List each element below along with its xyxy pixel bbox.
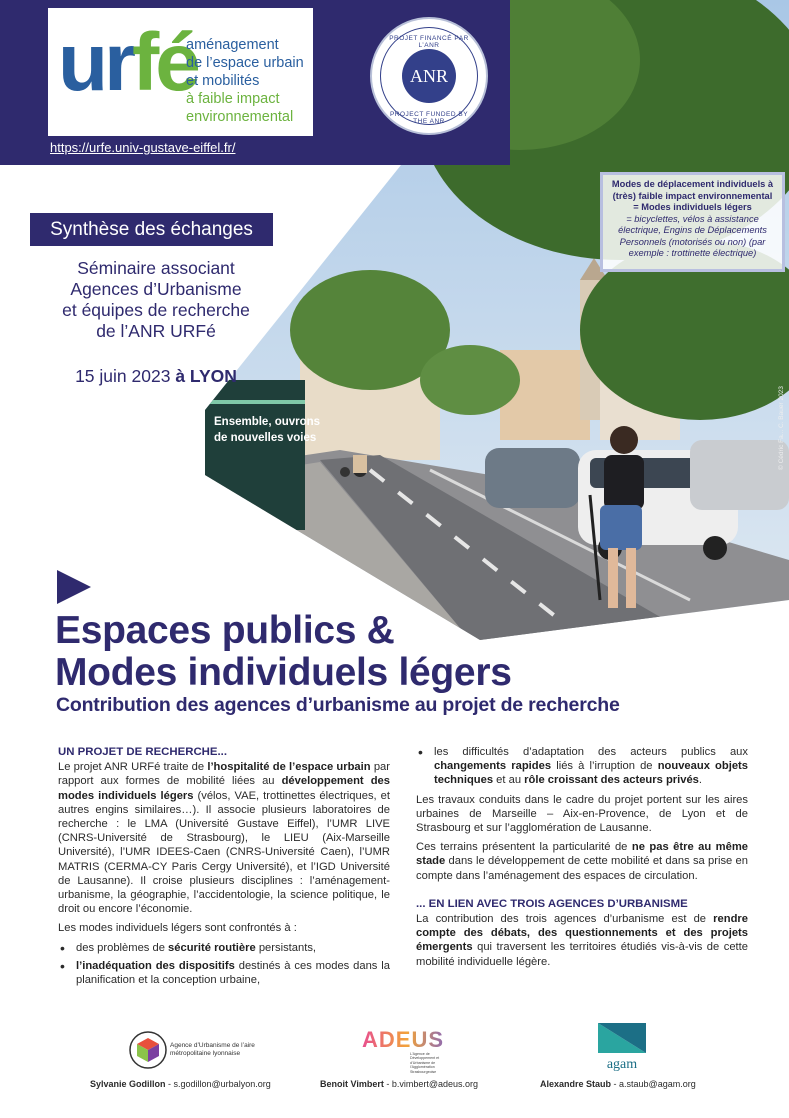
definition-callout	[600, 172, 785, 272]
title-line: Espaces publics &	[55, 609, 395, 652]
contact-email[interactable]: - b.vimbert@adeus.org	[383, 1079, 479, 1089]
seminar-date	[40, 366, 272, 387]
project-url-link[interactable]: https://urfe.univ-gustave-eiffel.fr/	[50, 140, 236, 155]
callout-italic-text: = bicyclettes, vélos à assistance électrique, Engins de Déplacements Personnels (motorisés ou non) (par exemple : trottinette électrique)	[618, 213, 767, 258]
left-column	[58, 745, 390, 991]
contact-godillon: Sylvanie Godillon - s.godillon@urbalyon.org	[90, 1079, 271, 1089]
urbalyon-logo-text: Agence d’Urbanisme de l’aire métropolitaine lyonnaise	[170, 1042, 255, 1057]
tagline-line: environnemental	[186, 109, 294, 125]
list-item: • l’inadéquation des dispositifs destinés à ces modes dans la planification et la conception urbaine,	[58, 959, 390, 987]
logo-fe: fé	[132, 17, 197, 108]
paragraph: Les modes individuels légers sont confrontés à :	[58, 922, 297, 935]
section-heading-project: UN PROJET DE RECHERCHE...	[58, 746, 227, 758]
seminar-description	[40, 258, 272, 342]
title-triangle-icon	[57, 570, 91, 604]
agam-logo-word: agam	[606, 1057, 638, 1072]
paragraph: Ces terrains présentent la particularité de ne pas être au même stade dans le développement de cette mobilité et dans sa prise en compte dans l’aménagement des espaces de circulation.	[416, 841, 749, 882]
anr-logo: ANR	[402, 49, 456, 103]
sign-line-1: Ensemble, ouvrons	[214, 416, 321, 428]
tagline-line: à faible impact	[186, 91, 280, 107]
urbalyon-logo	[128, 1028, 278, 1072]
section-heading-agencies: ... EN LIEN AVEC TROIS AGENCES D’URBANISME	[416, 897, 688, 910]
list-item: • des problèmes de sécurité routière persistants,	[58, 941, 390, 955]
date-text: 15 juin 2023	[75, 366, 176, 386]
agam-mark-icon	[598, 1023, 646, 1053]
right-column	[416, 745, 748, 974]
urbalyon-cube-icon	[128, 1030, 168, 1070]
title-line: Modes individuels légers	[55, 651, 512, 694]
logo-ur: ur	[58, 17, 132, 108]
anr-seal-bottom-text: PROJECT FUNDED BY THE ANR	[389, 111, 469, 125]
adeus-logo-word: ADEUS	[362, 1028, 452, 1052]
paragraph: Les travaux conduits dans le cadre du projet portent sur les aires urbaines de Marseille – Aix-en-Provence, de Lyon et de Strasbourg et sur l’agglomération de Lausanne.	[416, 793, 748, 835]
contact-vimbert: Benoit Vimbert - b.vimbert@adeus.org	[320, 1079, 479, 1089]
synthesis-label: Synthèse des échanges	[30, 213, 273, 246]
main-title	[55, 610, 512, 694]
urfe-logo-word	[58, 17, 197, 108]
adeus-logo	[362, 1028, 452, 1072]
seminar-line: et équipes de recherche	[62, 300, 250, 320]
seminar-line: Agences d’Urbanisme	[70, 279, 242, 299]
anr-seal-top-text: PROJET FINANCÉ PAR L’ANR	[389, 35, 469, 49]
photo-credit: © Cédric Fa... C. Bauer 2023	[778, 386, 785, 470]
adeus-logo-subtext: L’Agence de Développement et d’Urbanisme de l’Agglomération Strasbourgeoise	[410, 1052, 440, 1074]
date-place: à LYON	[175, 366, 237, 386]
anr-seal	[370, 17, 488, 135]
paragraph: La contribution des trois agences d’urbanisme est de rendre compte des débats, des questionnements et des projets émergents qui traversent les territoires étudiés vis-à-vis de cette mobilité individuelle légère.	[416, 913, 748, 968]
contact-email[interactable]: - a.staub@agam.org	[611, 1079, 696, 1089]
paragraph: Le projet ANR URFé traite de l’hospitalité de l’espace urbain par rapport aux formes de mobilité liées au développement des modes individuels légers (vélos, VAE, trottinettes électriques, et autres engins similaires…). Il associe plusieurs laboratoires de recherche : le LMA (Université Gustave Eiffel), l’UMR LIVE (CNRS-Université de Strasbourg), le LIEU (Aix-Marseille Université), l’UMR IDEES-Caen (CNRS-Université Caen), l’UMR MATRIS (CERMA-CY Paris Cergy Université), et l’IGD Université de Lausanne). Il croise plusieurs disciplines : l’aménagement-urbanisme, la géographie, l’accidentologie, la science politique, le droit ou encore l’économie.	[58, 761, 390, 916]
urfe-logo-tagline	[186, 36, 304, 126]
subtitle: Contribution des agences d’urbanisme au projet de recherche	[56, 694, 620, 716]
tagline-line: et mobilités	[186, 73, 260, 89]
tagline-line: de l’espace urbain	[186, 55, 304, 71]
seminar-line: de l’ANR URFé	[96, 321, 216, 341]
tagline-line: aménagement	[186, 37, 279, 53]
contact-email[interactable]: - s.godillon@urbalyon.org	[165, 1079, 271, 1089]
sign-line-2: de nouvelles voies	[214, 432, 317, 444]
contact-staub: Alexandre Staub - a.staub@agam.org	[540, 1079, 696, 1089]
list-item: • les difficultés d’adaptation des acteurs publics aux changements rapides liés à l’irruption de nouveaux objets techniques et au rôle croissant des acteurs privés.	[416, 745, 748, 788]
urfe-logo	[48, 8, 313, 136]
agam-logo	[598, 1023, 648, 1071]
callout-bold-text: Modes de déplacement individuels à (très) faible impact environnemental = Modes individuels légers	[611, 179, 774, 212]
seminar-line: Séminaire associant	[77, 258, 235, 278]
